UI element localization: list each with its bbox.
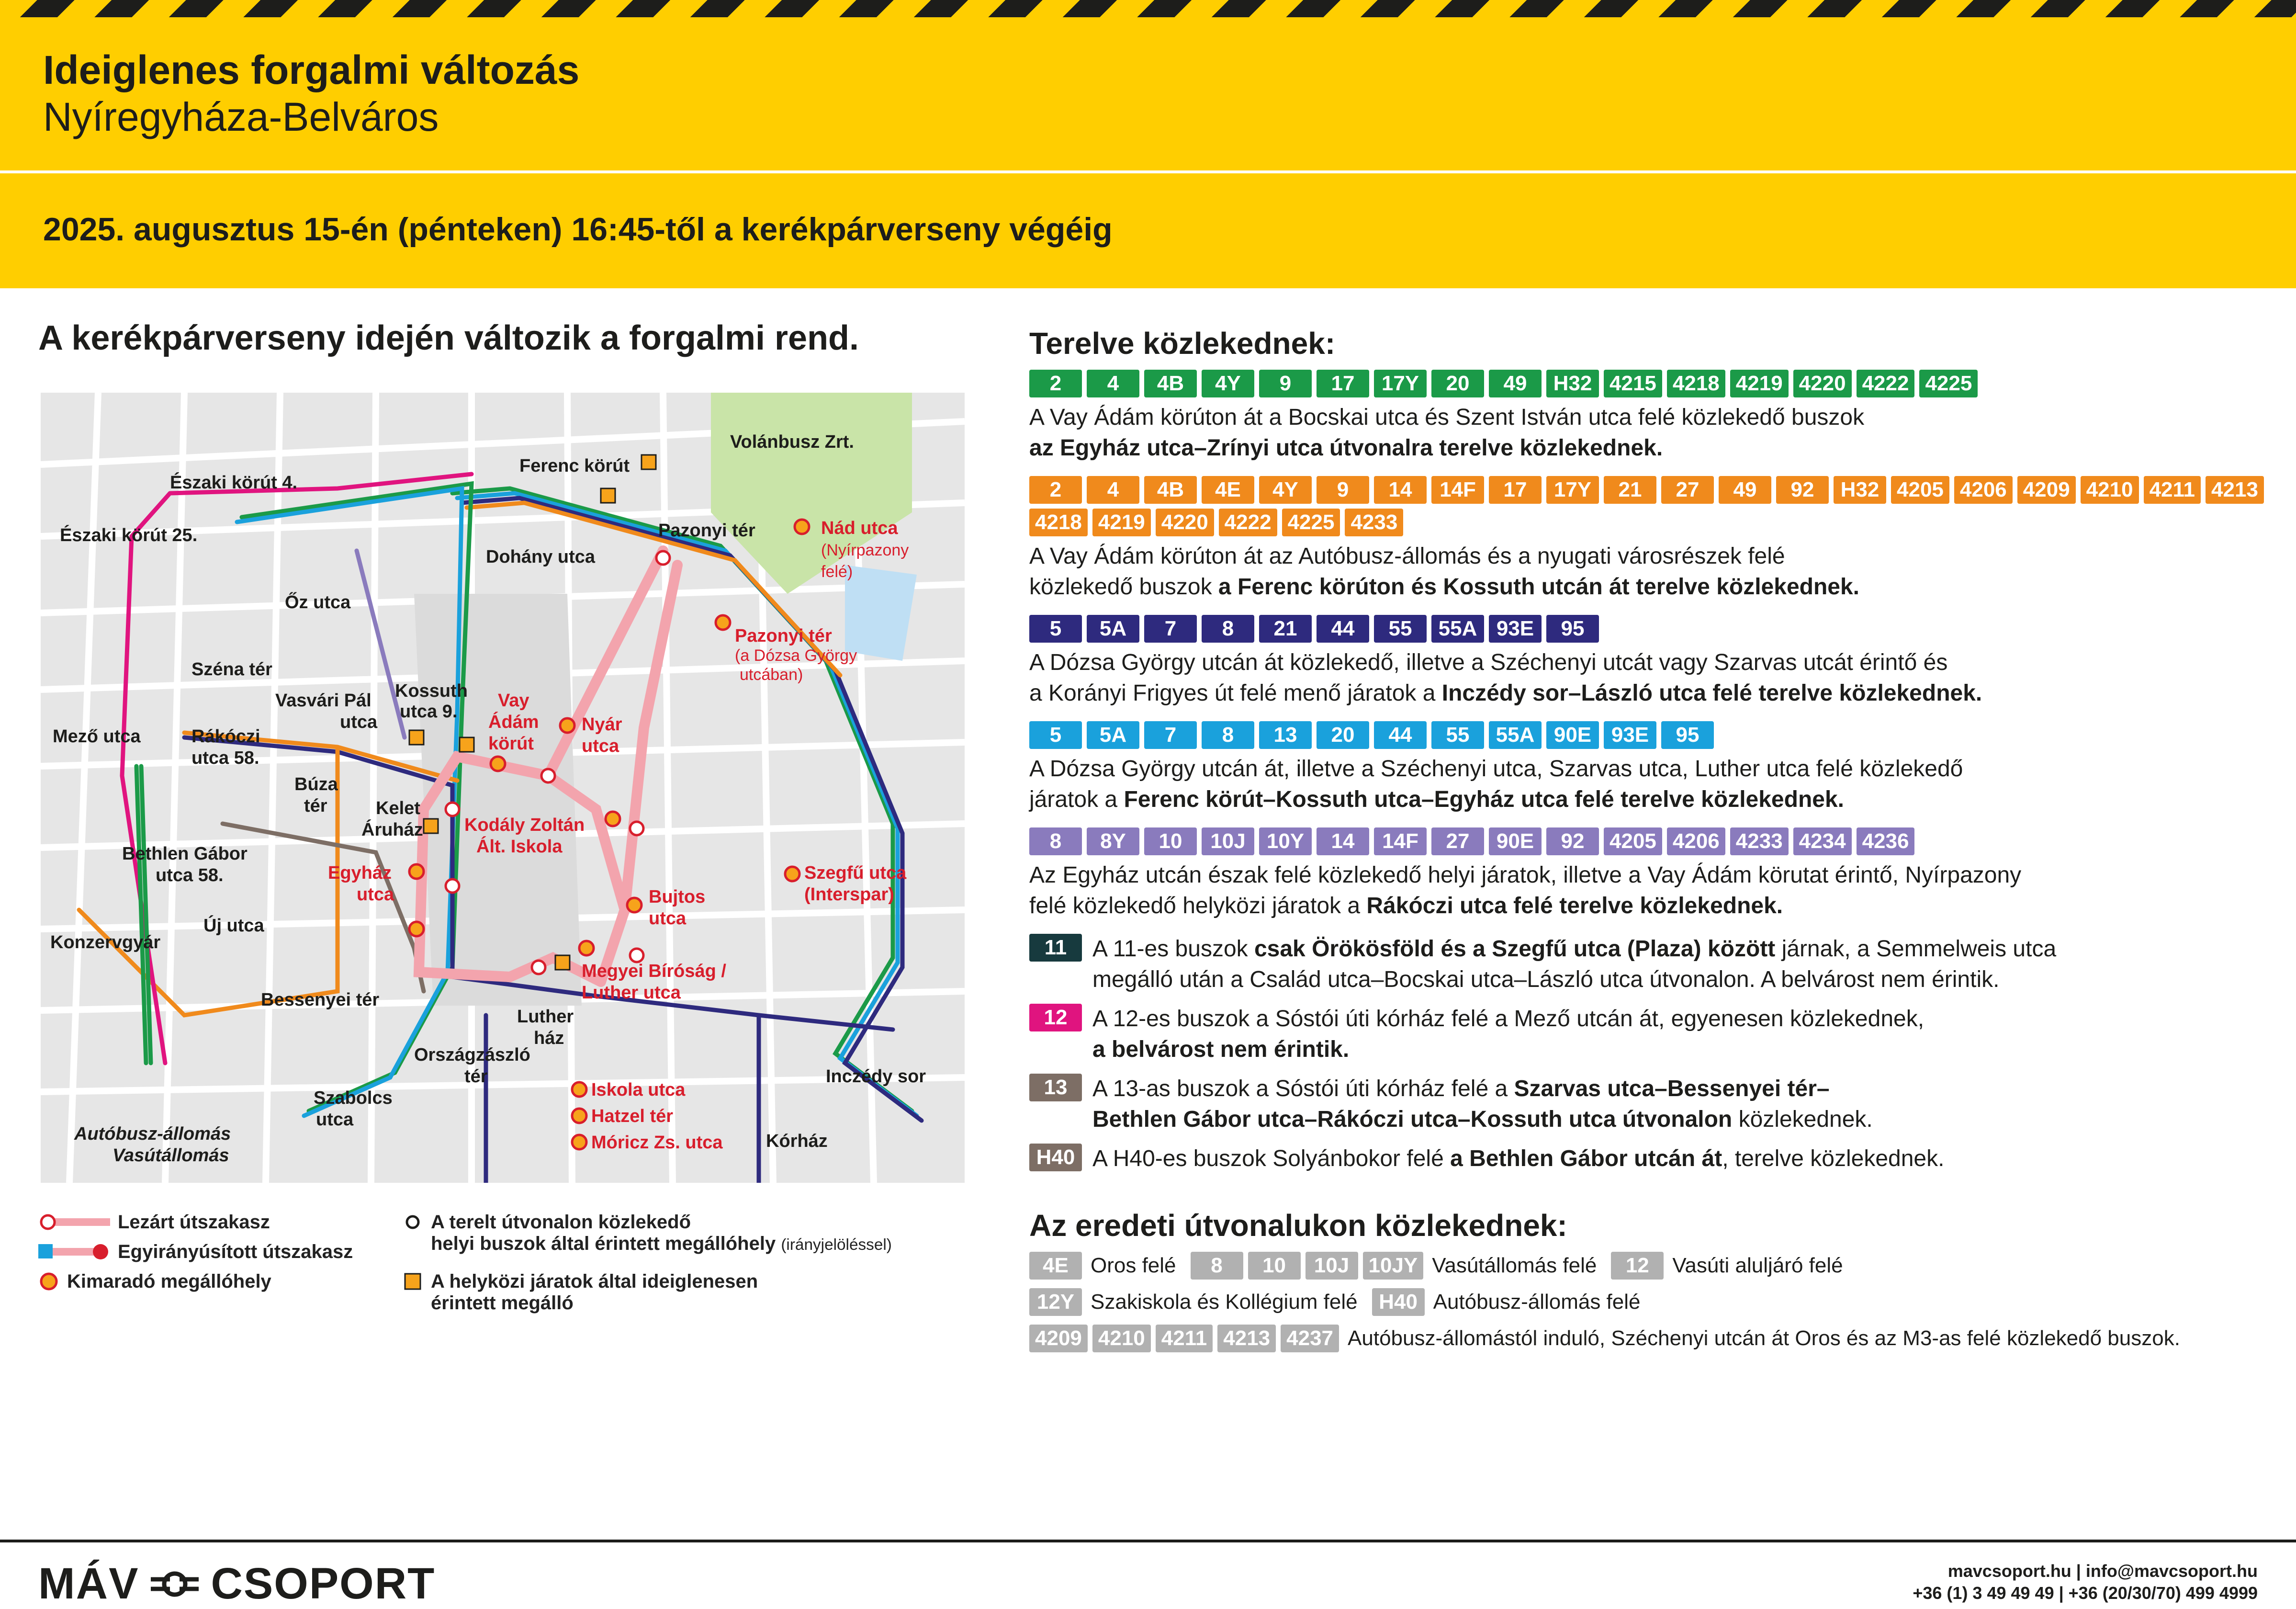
label-rakoczi-2: utca 58. (191, 748, 259, 768)
label-buza-2: tér (304, 796, 327, 816)
orig-chip: 4E (1029, 1252, 1082, 1280)
route-chip: 92 (1546, 827, 1599, 855)
label-bessenyei: Bessenyei tér (261, 990, 380, 1010)
route-chip: 5 (1029, 721, 1082, 749)
closed-stop-marker (630, 822, 643, 835)
label-kelet-2: Áruház (361, 820, 423, 840)
skipped-stop-marker (560, 718, 574, 733)
original-title: Az eredeti útvonalukon közlekednek: (1029, 1208, 1567, 1243)
label-dohany: Dohány utca (486, 547, 596, 567)
route-chip: 2 (1029, 476, 1082, 504)
label-ferenc: Ferenc körút (519, 456, 630, 476)
route-12-row (1029, 1004, 2264, 1065)
route-chip: 5A (1087, 615, 1139, 643)
blue-route-chips (1029, 721, 2264, 749)
route-chip: 21 (1604, 476, 1656, 504)
route-chip: 8 (1202, 615, 1254, 643)
route-chip: 93E (1604, 721, 1656, 749)
skipped-stop-marker (572, 1082, 586, 1097)
route-chip: 9 (1317, 476, 1369, 504)
skipped-stop-marker (785, 867, 799, 881)
route-chip: 93E (1489, 615, 1542, 643)
label-pazonyi-sub-2: utcában) (740, 666, 803, 684)
legend-oneway-icon (38, 1241, 110, 1262)
route-12-description: A 12-es buszok a Sóstói úti kórház felé a Mező utcán át, egyenesen közlekednek, a belvárost nem érintik. (1092, 1006, 1925, 1062)
label-oz: Őz utca (285, 592, 351, 612)
legend-closed (38, 1212, 270, 1233)
skipped-stop-marker (716, 615, 730, 630)
route-chip: 49 (1719, 476, 1771, 504)
original-routes (1029, 1208, 2264, 1352)
route-chip: 9 (1259, 370, 1312, 397)
route-chip: 4225 (1919, 370, 1978, 397)
route-chip: 10J (1202, 827, 1254, 855)
city-centre (414, 594, 582, 1006)
route-map (41, 393, 965, 1183)
regional-stop-marker (642, 455, 656, 469)
label-nyar-2: utca (582, 736, 619, 756)
route-chip-12: 12 (1029, 1004, 1082, 1031)
regional-stop-marker (555, 955, 570, 970)
label-mezo: Mező utca (53, 726, 141, 747)
label-egyhaz-1: Egyház (328, 863, 392, 883)
route-chip: 4218 (1667, 370, 1725, 397)
label-volanbusz: Volánbusz Zrt. (730, 432, 854, 452)
route-chip: 55 (1431, 721, 1484, 749)
legend-closed-icon (38, 1212, 110, 1233)
route-chip: 17 (1317, 370, 1369, 397)
regional-stop-marker (424, 819, 438, 833)
label-autobusz-1: Autóbusz-állomás (74, 1124, 231, 1144)
orig-text: Szakiskola és Kollégium felé (1091, 1290, 1358, 1314)
label-luther-2: ház (534, 1028, 564, 1048)
label-megyei-2: Luther utca (582, 983, 681, 1003)
orig-chip: 12 (1611, 1252, 1664, 1280)
map-legend (38, 1212, 948, 1326)
route-chip-11: 11 (1029, 934, 1082, 962)
label-autobusz-2: Vasútállomás (113, 1145, 229, 1166)
route-chip: 4220 (1793, 370, 1852, 397)
route-chip: 44 (1374, 721, 1427, 749)
contact-web-email[interactable]: mavcsoport.hu | info@mavcsoport.hu (1947, 1561, 2258, 1581)
label-korhaz: Kórház (766, 1131, 828, 1151)
diverted-title: Terelve közlekednek: (1029, 326, 1336, 361)
orig-text: Vasútállomás felé (1432, 1254, 1597, 1277)
page-subtitle: Nyíregyháza-Belváros (43, 94, 439, 139)
orig-chip: 10 (1248, 1252, 1301, 1280)
closed-stop-marker (446, 879, 459, 893)
label-szabolcs-2: utca (316, 1110, 354, 1130)
orig-chip: H40 (1372, 1288, 1425, 1316)
route-chip: 10Y (1259, 827, 1312, 855)
route-chip: 4222 (1857, 370, 1915, 397)
skipped-stop-marker (606, 812, 620, 826)
route-chip: 17 (1489, 476, 1542, 504)
route-h40-row (1029, 1144, 2264, 1174)
route-chip: 21 (1259, 615, 1312, 643)
label-nad-sub-1: (Nyírpazony (821, 541, 909, 559)
skipped-stop-marker (572, 1109, 586, 1123)
label-uj: Új utca (203, 916, 264, 936)
route-chip: 4206 (1667, 827, 1725, 855)
route-chip: 17Y (1546, 476, 1599, 504)
route-chip: 4222 (1219, 509, 1277, 536)
regional-stop-marker (409, 730, 424, 745)
skipped-stop-marker (409, 922, 424, 936)
route-chip: 4211 (2144, 476, 2201, 504)
route-chip: 17Y (1374, 370, 1427, 397)
date-line: 2025. augusztus 15-én (pénteken) 16:45-től a kerékpárverseny végéig (43, 211, 1113, 248)
route-chip: H32 (1546, 370, 1599, 397)
label-kodaly-2: Ált. Iskola (476, 837, 563, 857)
route-chip: 8 (1202, 721, 1254, 749)
label-bethlen-2: utca 58. (156, 865, 224, 885)
orig-chip: 4209 (1029, 1325, 1088, 1352)
label-rakoczi-1: Rákóczi (191, 726, 260, 747)
route-chip: 4225 (1282, 509, 1340, 536)
purple-description: Az Egyház utcán észak felé közlekedő helyi járatok, illetve a Vay Ádám körutat érintő, Nyírpazony felé közlekedő helyközi járatok a Rákóczi utca felé terelve közlekednek. (1029, 862, 2022, 918)
map-section-title: A kerékpárverseny idején változik a forgalmi rend. (38, 319, 859, 357)
orange-route-chips (1029, 476, 2264, 536)
orange-description: A Vay Ádám körúton át az Autóbusz-állomás és a nyugati városrészek felé közlekedő buszok a Ferenc körúton és Kossuth utcán át terelve közlekednek. (1029, 544, 1860, 600)
label-kossuth-1: Kossuth (395, 681, 468, 701)
skipped-stop-marker (409, 864, 424, 879)
label-vasvari-1: Vasvári Pál (275, 691, 371, 711)
orig-chip: 12Y (1029, 1288, 1082, 1316)
logo-text-left: MÁV (38, 1559, 139, 1608)
label-luther-1: Luther (517, 1007, 574, 1027)
label-orszag-2: tér (464, 1066, 488, 1087)
closed-stop-marker (541, 769, 555, 782)
label-kossuth-2: utca 9. (400, 702, 458, 722)
closed-stop-marker (532, 961, 545, 974)
legend-skipped-icon (38, 1271, 59, 1292)
orig-text: Vasúti aluljáró felé (1672, 1254, 1843, 1277)
label-pazonyi-red: Pazonyi tér (735, 626, 832, 646)
contact-phone: +36 (1) 3 49 49 49 | +36 (20/30/70) 499 4999 (1913, 1583, 2258, 1603)
blue-description: A Dózsa György utcán át, illetve a Széchenyi utca, Szarvas utca, Luther utca felé közlekedő járatok a Ferenc körút–Kossuth utca–Egyház utca felé terelve közlekednek. (1029, 756, 1963, 812)
label-szegfu-1: Szegfű utca (804, 863, 907, 883)
skipped-stop-marker (627, 898, 642, 912)
route-chip: 10 (1144, 827, 1197, 855)
route-chip: 8 (1029, 827, 1082, 855)
legend-skipped-label: Kimaradó megállóhely (67, 1271, 271, 1292)
legend-regional (402, 1271, 758, 1314)
hazard-stripe (0, 0, 2296, 17)
route-chip: 4 (1087, 476, 1139, 504)
label-szabolcs-1: Szabolcs (314, 1088, 393, 1108)
route-chip: 27 (1431, 827, 1484, 855)
route-chip: 49 (1489, 370, 1542, 397)
label-iskola: Iskola utca (591, 1080, 686, 1100)
mav-logo (38, 1559, 435, 1609)
legend-oneway-label: Egyirányúsított útszakasz (118, 1241, 353, 1262)
legend-oneway (38, 1241, 353, 1263)
legend-regional-icon (402, 1271, 423, 1292)
route-chip: 4236 (1857, 827, 1915, 855)
legend-local-icon (402, 1212, 423, 1233)
skipped-stop-marker (579, 941, 594, 955)
label-bethlen-1: Bethlen Gábor (122, 844, 248, 864)
green-route-chips (1029, 370, 2264, 397)
route-chip: 4219 (1092, 509, 1151, 536)
original-line-3 (1029, 1325, 2264, 1352)
route-chip: 14 (1317, 827, 1369, 855)
route-chip: 4B (1144, 370, 1197, 397)
date-band (0, 173, 2296, 288)
route-chip: 5A (1087, 721, 1139, 749)
legend-regional-label-2: érintett megálló (431, 1292, 574, 1314)
navy-route-chips (1029, 615, 2264, 643)
orig-text: Oros felé (1091, 1254, 1176, 1277)
contact-info (1913, 1560, 2258, 1604)
route-chip: 14 (1374, 476, 1427, 504)
label-inczedy: Inczédy sor (826, 1066, 926, 1087)
route-chip: 4209 (2017, 476, 2076, 504)
label-eszaki4: Északi körút 4. (170, 473, 298, 493)
route-chip: H32 (1834, 476, 1886, 504)
orig-chip: 10J (1306, 1252, 1358, 1280)
route-chip: 8Y (1087, 827, 1139, 855)
route-chip: 4E (1202, 476, 1254, 504)
legend-closed-label: Lezárt útszakasz (118, 1212, 270, 1233)
route-chip: 4219 (1730, 370, 1789, 397)
label-kodaly-1: Kodály Zoltán (464, 815, 585, 835)
page-title: Ideiglenes forgalmi változás (43, 47, 580, 92)
route-chip: 95 (1546, 615, 1599, 643)
legend-local-label-1: A terelt útvonalon közlekedő (431, 1212, 691, 1233)
route-chip: 55A (1431, 615, 1484, 643)
legend-regional-label-1: A helyközi járatok által ideiglenesen (431, 1271, 758, 1292)
header-band (0, 17, 2296, 170)
route-chip: 5 (1029, 615, 1082, 643)
route-chip: 2 (1029, 370, 1082, 397)
route-chip: 4Y (1259, 476, 1312, 504)
route-chip: 4218 (1029, 509, 1088, 536)
label-kelet-1: Kelet (376, 798, 420, 818)
closed-stop-marker (446, 803, 459, 816)
route-11-row (1029, 934, 2264, 995)
skipped-stop-marker (491, 757, 505, 771)
navy-description: A Dózsa György utcán át közlekedő, illetve a Széchenyi utcát vagy Szarvas utcát érintő és a Korányi Frigyes út felé menő járatok a Inczédy sor–László utca felé terelve közlekednek. (1029, 650, 1982, 706)
route-chip: 4205 (1891, 476, 1949, 504)
legend-local-label-2: helyi buszok által érintett megállóhely (431, 1233, 776, 1254)
route-h40-description: A H40-es buszok Solyánbokor felé a Bethlen Gábor utcán át, terelve közlekednek. (1092, 1146, 1945, 1171)
label-orszag-1: Országzászló (414, 1045, 530, 1065)
route-chip: 55 (1374, 615, 1427, 643)
route-chip: 27 (1661, 476, 1714, 504)
label-bujtos-2: utca (649, 908, 687, 929)
legend-local (402, 1212, 892, 1255)
route-chip-13: 13 (1029, 1074, 1082, 1101)
route-chip: 4Y (1202, 370, 1254, 397)
footer-divider (0, 1540, 2296, 1542)
route-chip: 14F (1431, 476, 1484, 504)
label-vay-1: Vay (498, 691, 529, 711)
legend-local-note: (irányjelöléssel) (781, 1236, 892, 1254)
route-chip: 4233 (1345, 509, 1403, 536)
label-nad: Nád utca (821, 518, 898, 538)
label-vay-2: Ádám (488, 712, 539, 732)
route-chip: 4205 (1604, 827, 1662, 855)
label-szegfu-2: (Interspar) (804, 884, 894, 905)
label-nyar-1: Nyár (582, 714, 622, 735)
label-megyei-1: Megyei Bíróság / (582, 961, 726, 981)
route-chip: 4233 (1730, 827, 1789, 855)
label-vasvari-2: utca (340, 712, 378, 732)
route-11-description: A 11-es buszok csak Örökösföld és a Szegfű utca (Plaza) között járnak, a Semmelweis utca megálló után a Család utca–Bocskai utca–László utca útvonalon. A belvárost nem érintik. (1092, 936, 2057, 992)
label-pazonyi-sub-1: (a Dózsa György (735, 646, 857, 665)
orig-text: Autóbusz-állomás felé (1433, 1290, 1641, 1314)
route-chip: 7 (1144, 615, 1197, 643)
label-egyhaz-2: utca (357, 884, 394, 905)
route-chip: 44 (1317, 615, 1369, 643)
route-chip: 20 (1317, 721, 1369, 749)
label-buza-1: Búza (294, 774, 338, 794)
closed-stop-marker (630, 949, 643, 962)
route-chip: 4 (1087, 370, 1139, 397)
legend-skipped (38, 1271, 271, 1292)
orig-chip: 4237 (1281, 1325, 1339, 1352)
label-konzervgyar: Konzervgyár (50, 932, 161, 952)
regional-stop-marker (601, 488, 615, 503)
route-chip: 13 (1259, 721, 1312, 749)
label-hatzel: Hatzel tér (591, 1106, 674, 1126)
original-line-1 (1029, 1252, 2264, 1280)
route-chip: 90E (1489, 827, 1542, 855)
route-13-row (1029, 1074, 2264, 1135)
route-chip: 4213 (2206, 476, 2264, 504)
label-pazonyi: Pazonyi tér (658, 521, 755, 541)
orig-chip: 10JY (1363, 1252, 1424, 1280)
route-chip: 4B (1144, 476, 1197, 504)
label-szena: Széna tér (191, 659, 272, 680)
orig-chip: 4213 (1217, 1325, 1276, 1352)
logo-text-right: CSOPORT (211, 1559, 436, 1608)
orig-text: Autóbusz-állomástól induló, Széchenyi utcán át Oros és az M3-as felé közlekedő buszok. (1348, 1326, 2180, 1350)
label-vay-3: körút (488, 734, 534, 754)
original-line-2 (1029, 1288, 2264, 1316)
mav-logo-icon (148, 1567, 201, 1601)
label-bujtos-1: Bujtos (649, 887, 706, 907)
route-chip: 4220 (1156, 509, 1214, 536)
route-chip: 14F (1374, 827, 1427, 855)
label-nad-sub-2: felé) (821, 563, 853, 581)
orig-chip: 4211 (1156, 1325, 1213, 1352)
skipped-stop-marker (795, 520, 809, 534)
route-chip: 55A (1489, 721, 1542, 749)
label-moricz: Móricz Zs. utca (591, 1133, 723, 1153)
route-chip: 4215 (1604, 370, 1662, 397)
route-chip: 95 (1661, 721, 1714, 749)
route-info (1029, 326, 2264, 1361)
route-chip-h40: H40 (1029, 1144, 1082, 1171)
green-description: A Vay Ádám körúton át a Bocskai utca és Szent István utca felé közlekedő buszok az Egyház utca–Zrínyi utca útvonalra terelve közlekednek. (1029, 405, 1865, 461)
route-chip: 4234 (1793, 827, 1852, 855)
route-chip: 7 (1144, 721, 1197, 749)
route-chip: 4210 (2081, 476, 2139, 504)
skipped-stop-marker (572, 1135, 586, 1149)
purple-route-chips (1029, 827, 2264, 855)
label-eszaki25: Északi körút 25. (60, 525, 198, 545)
route-chip: 90E (1546, 721, 1599, 749)
closed-stop-marker (656, 551, 670, 565)
route-13-description: A 13-as buszok a Sóstói úti kórház felé a Szarvas utca–Bessenyei tér– Bethlen Gábor utca–Rákóczi utca–Kossuth utca útvonalon közlekednek. (1092, 1076, 1873, 1132)
route-chip: 4206 (1954, 476, 2013, 504)
route-chip: 92 (1776, 476, 1829, 504)
route-chip: 20 (1431, 370, 1484, 397)
regional-stop-marker (460, 737, 474, 752)
orig-chip: 4210 (1092, 1325, 1151, 1352)
orig-chip: 8 (1191, 1252, 1243, 1280)
